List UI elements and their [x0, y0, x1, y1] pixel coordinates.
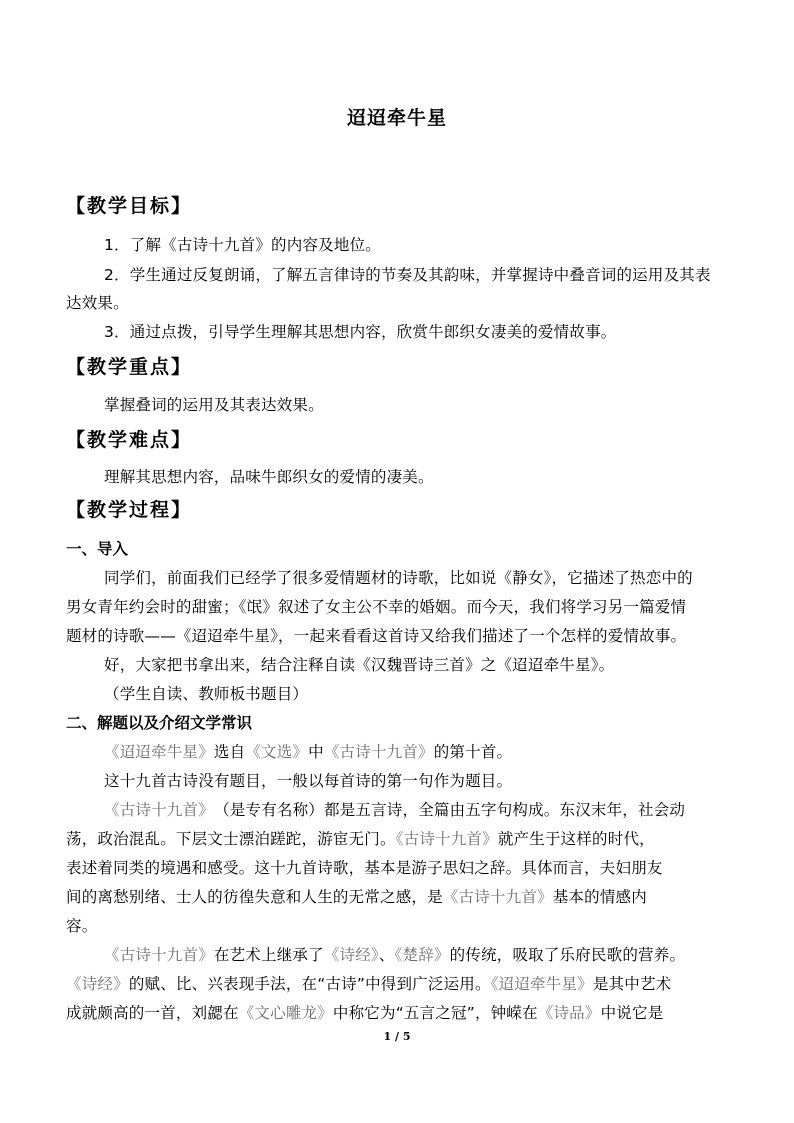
text-run: 是其中艺术 [592, 975, 672, 993]
text-run: 间的离愁别绪、士人的彷徨失意和人生的无常之感，是 [66, 888, 443, 906]
book-title: 《迢迢牵牛星》 [490, 975, 593, 993]
paragraph-line [66, 827, 655, 849]
paragraph-line [66, 972, 671, 994]
goal-line: 3．通过点拨，引导学生理解其思想内容，欣赏牛郎织女凄美的爱情故事。 [104, 323, 617, 341]
book-title: 《迢迢牵牛星》 [104, 743, 214, 761]
paragraph-line [66, 885, 647, 907]
document-title: 迢迢牵牛星 [346, 107, 447, 129]
paragraph-line [104, 943, 685, 965]
paragraph-line: 容。 [66, 917, 98, 935]
paragraph-line [104, 798, 685, 820]
intro-line: 同学们，前面我们已经学了很多爱情题材的诗歌，比如说《静女》，它描述了热恋中的 [104, 569, 693, 587]
text-run: 基本的情感内 [552, 888, 647, 906]
text-run: 在艺术上继承了 [213, 946, 324, 964]
intro-line: 好，大家把书拿出来，结合注释自读《汉魏晋诗三首》之《迢迢牵牛星》。 [104, 656, 615, 674]
goal-line: 1．了解《古诗十九首》的内容及地位。 [104, 236, 381, 254]
text-run: 中 [308, 743, 324, 761]
heading-teaching-process: 【教学过程】 [66, 499, 193, 521]
section-intro-title: 一、导入 [66, 540, 129, 558]
book-title: 《古诗十九首》 [395, 830, 498, 848]
book-title: 《文选》 [245, 743, 309, 761]
goal-line: 2．学生通过反复朗诵，了解五言律诗的节奏及其韵味，并掌握诗中叠音词的运用及其表 [104, 266, 711, 284]
intro-line: 男女青年约会时的甜蜜；《氓》叙述了女主公不幸的婚姻。而今天，我们将学习另一篇爱情 [66, 598, 687, 616]
text-run: 成就颇高的一首，刘勰在 [66, 1004, 239, 1022]
text-run: 选自 [213, 743, 246, 761]
book-title: 《诗经》 [66, 975, 129, 993]
difficulty-text: 理解其思想内容，品味牛郎织女的爱情的凄美。 [104, 468, 434, 486]
heading-teaching-goals: 【教学目标】 [66, 195, 193, 217]
book-title: 《古诗十九首》 [442, 888, 553, 906]
paragraph-line: 这十九首古诗没有题目，一般以每首诗的第一句作为题目。 [104, 772, 513, 790]
text-run: 的传统，吸取了乐府民歌的营养。 [449, 946, 686, 964]
text-run: 中称它为“五言之冠”，钟嵘在 [332, 1004, 538, 1022]
book-title: 《古诗十九首》 [323, 743, 434, 761]
book-title: 《古诗十九首》 [104, 946, 214, 964]
paragraph-line [66, 1001, 663, 1023]
page-number: 1 / 5 [383, 1030, 411, 1043]
book-title: 《楚辞》 [394, 946, 450, 964]
paragraph-line [104, 740, 512, 762]
book-title: 《文心雕龙》 [238, 1004, 333, 1022]
goal-line: 达效果。 [66, 294, 129, 312]
heading-teaching-focus: 【教学重点】 [66, 356, 193, 378]
text-run: 中说它是 [600, 1004, 664, 1022]
text-run: 、 [378, 946, 395, 964]
section-second-title: 二、解题以及介绍文学常识 [66, 714, 253, 732]
heading-teaching-difficulty: 【教学难点】 [66, 429, 193, 451]
book-title: 《古诗十九首》 [104, 801, 207, 819]
book-title: 《诗经》 [323, 946, 379, 964]
paragraph-line: 表述着同类的境遇和感受。这十九首诗歌，基本是游子思妇之辞。具体而言，夫妇朋友 [66, 859, 663, 877]
intro-line: 题材的诗歌——《迢迢牵牛星》，一起来看看这首诗又给我们描述了一个怎样的爱情故事。 [66, 627, 687, 645]
intro-line: （学生自读、教师板书题目） [104, 685, 309, 703]
text-run: 的第十首。 [433, 743, 513, 761]
book-title: 《诗品》 [537, 1004, 601, 1022]
text-run: 就产生于这样的时代， [497, 830, 655, 848]
text-run: 的赋、比、兴表现手法，在“古诗”中得到广泛运用。 [128, 975, 491, 993]
focus-text: 掌握叠词的运用及其表达效果。 [104, 396, 324, 414]
text-run: （是专有名称）都是五言诗，全篇由五字句构成。东汉末年，社会动 [206, 801, 686, 819]
text-run: 荡，政治混乱。下层文士漂泊蹉跎，游宦无门。 [66, 830, 396, 848]
